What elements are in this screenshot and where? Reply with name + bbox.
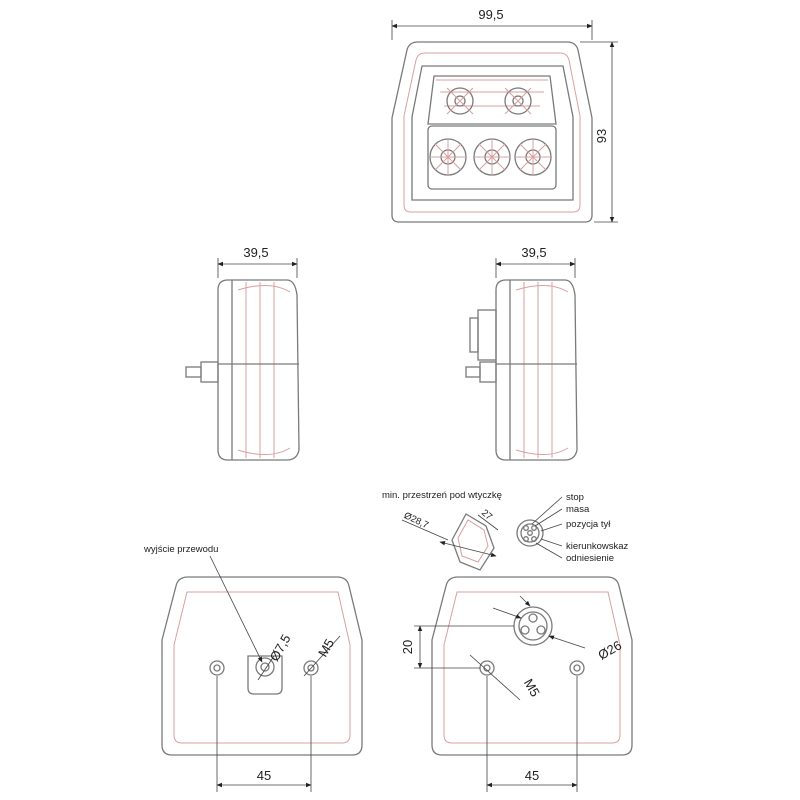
bolt-left-label: M5 bbox=[315, 636, 338, 660]
rear-right-spacing-label: 45 bbox=[524, 768, 540, 783]
bolt-right-label: M5 bbox=[520, 676, 543, 700]
plug-diameter-label: Ø28,7 bbox=[401, 510, 431, 532]
side-view-right bbox=[466, 245, 577, 460]
pin-label-odniesienie: odniesienie bbox=[566, 553, 615, 564]
front-view bbox=[392, 7, 618, 222]
front-height-label: 93 bbox=[594, 128, 609, 144]
plug-space-label: min. przestrzeń pod wtyczkę bbox=[382, 490, 502, 501]
pin-label-stop: stop bbox=[566, 492, 584, 503]
pin-label-pozycja: pozycja tył bbox=[566, 519, 611, 530]
socket-diameter-label: Ø26 bbox=[595, 637, 625, 663]
cable-diameter-label: Ø7,5 bbox=[266, 631, 294, 664]
side-view-left bbox=[186, 245, 299, 460]
rear-view-left bbox=[143, 544, 362, 792]
front-width-label: 99,5 bbox=[478, 7, 504, 22]
pin-label-masa: masa bbox=[566, 504, 590, 515]
plug-length-label: 27 bbox=[479, 507, 495, 523]
side-left-depth-label: 39,5 bbox=[243, 245, 269, 260]
side-right-depth-label: 39,5 bbox=[521, 245, 547, 260]
rear-view-right bbox=[400, 577, 632, 792]
plug-detail bbox=[382, 490, 629, 570]
cable-exit-label: wyjście przewodu bbox=[144, 544, 219, 555]
rear-left-spacing-label: 45 bbox=[256, 768, 272, 783]
socket-offset-label: 20 bbox=[400, 639, 415, 655]
pin-label-kierunkowskaz: kierunkowskaz bbox=[566, 541, 629, 552]
